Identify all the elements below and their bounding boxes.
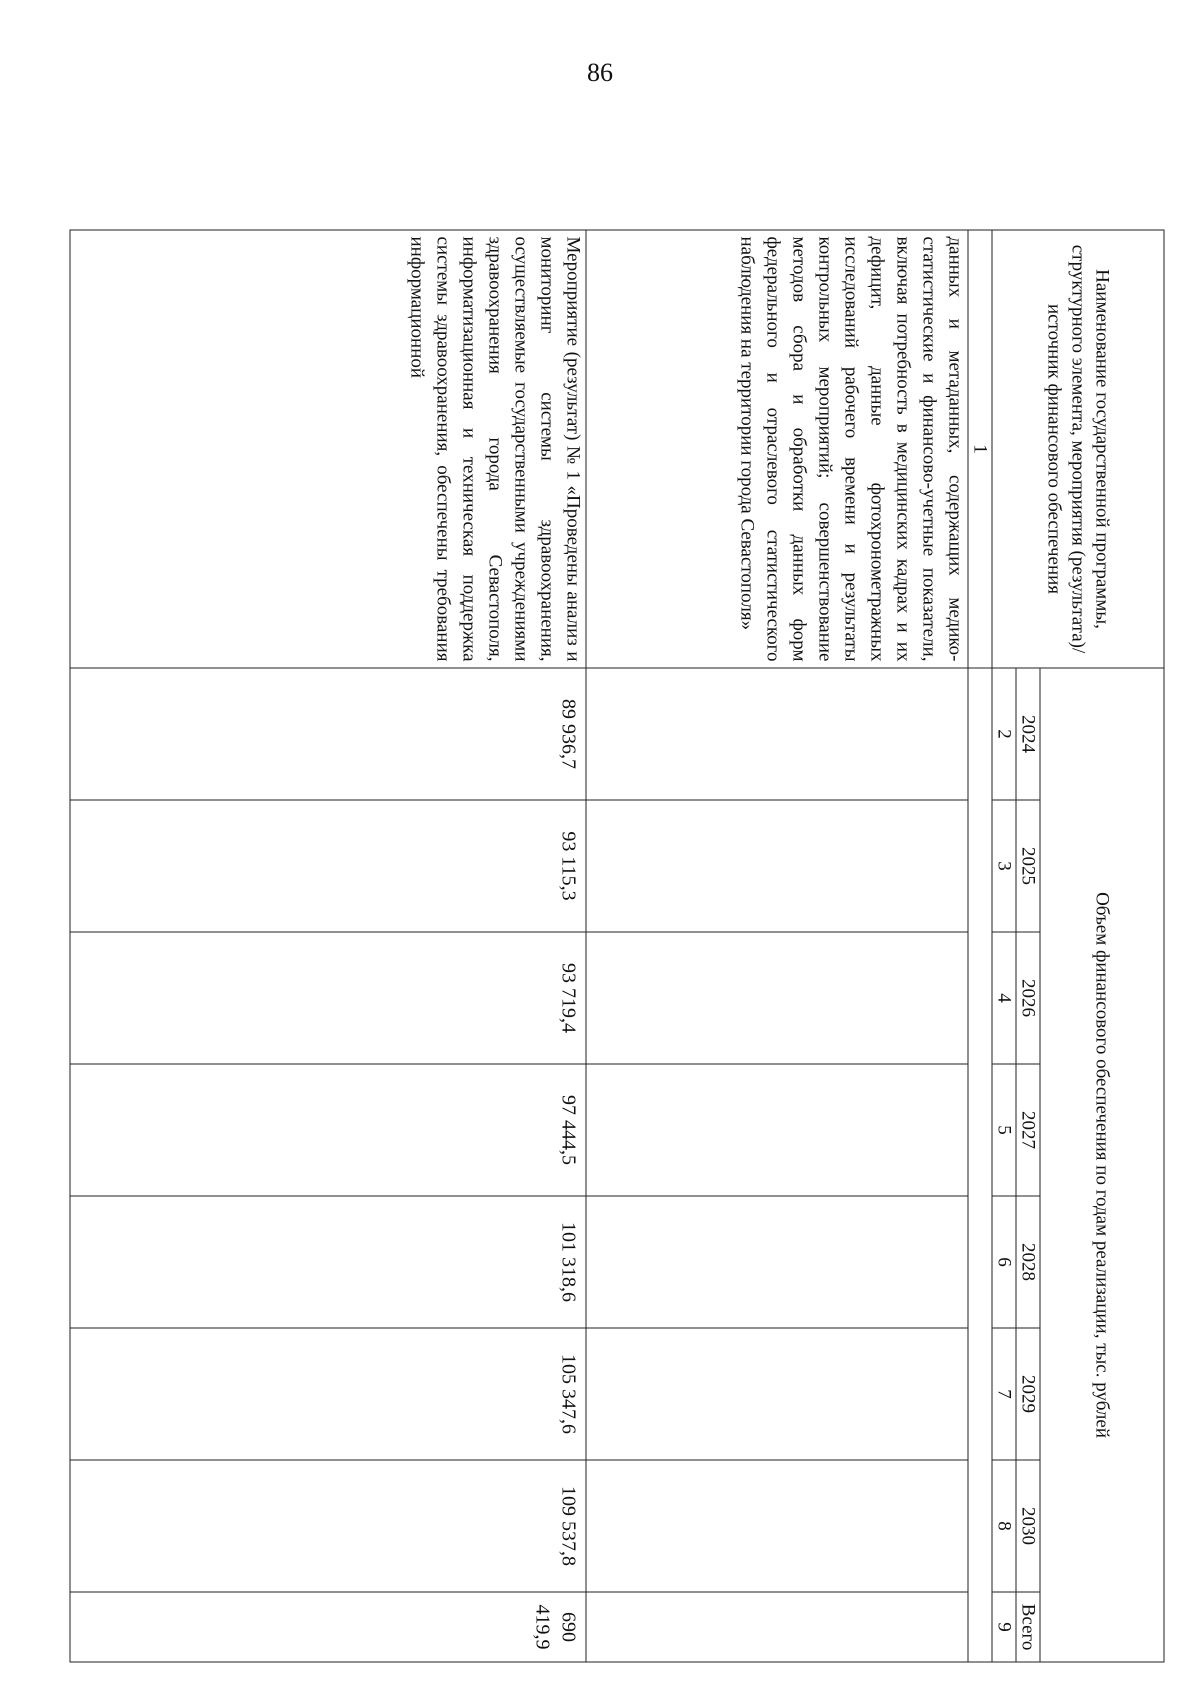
- column-number-spacer: [968, 668, 992, 1662]
- table-cell-value-2030: 109 537,8: [70, 1460, 586, 1592]
- page-number: 86: [587, 58, 613, 87]
- column-number: 5: [992, 1064, 1016, 1196]
- column-number: 2: [992, 668, 1016, 800]
- table-row-continuation-text: данных и метаданных, содержащих медико-статистические и финансово-учетные показатели, включая потребность в медицинских кадрах и их дефицит, данные фотохронометражных исследований рабочего времени и результаты контрольных мероприятий; совершенствование методов сбора и обработки данных форм федерального и отраслевого статистического наблюдения на территории города Севастополя»: [586, 230, 968, 668]
- header-year-2025: 2025: [1016, 800, 1040, 932]
- header-total: Всего: [1016, 1592, 1040, 1662]
- table-cell-value: [586, 1328, 968, 1460]
- financing-table: [70, 229, 1165, 1662]
- rotated-table-container: [70, 229, 1165, 1650]
- table-cell-value: [586, 1064, 968, 1196]
- table-cell-value: [586, 1592, 968, 1662]
- header-year-2027: 2027: [1016, 1064, 1040, 1196]
- table-cell-value: [586, 1460, 968, 1592]
- column-number: 9: [992, 1592, 1016, 1662]
- table-cell-value-2024: 89 936,7: [70, 668, 586, 800]
- table-cell-value: [586, 668, 968, 800]
- header-year-2030: 2030: [1016, 1460, 1040, 1592]
- header-program-name: Наименование государственной программы, структурного элемента, мероприятия (результата)/источник финансового обеспечения: [992, 230, 1164, 668]
- table-cell-value-2027: 97 444,5: [70, 1064, 586, 1196]
- table-cell-value-2026: 93 719,4: [70, 932, 586, 1064]
- column-number: 6: [992, 1196, 1016, 1328]
- header-financing-volume: Объем финансового обеспечения по годам реализации, тыс. рублей: [1040, 668, 1164, 1662]
- table-cell-value: [586, 1196, 968, 1328]
- table-cell-value-total: 690 419,9: [70, 1592, 586, 1662]
- column-number: 3: [992, 800, 1016, 932]
- table-cell-value: [586, 932, 968, 1064]
- table-cell-value-2025: 93 115,3: [70, 800, 586, 932]
- column-number: 4: [992, 932, 1016, 1064]
- header-year-2029: 2029: [1016, 1328, 1040, 1460]
- table-cell-value: [586, 800, 968, 932]
- header-year-2024: 2024: [1016, 668, 1040, 800]
- header-year-2026: 2026: [1016, 932, 1040, 1064]
- table-row-event-1-name: Мероприятие (результат) № 1 «Проведены анализ и мониторинг системы здравоохранения, осуществляемые государственными учреждениями здравоохранения города Севастополя, информатизационная и техническая поддержка системы здравоохранения, обеспечены требования информационной: [70, 230, 586, 668]
- table-cell-value-2029: 105 347,6: [70, 1328, 586, 1460]
- column-number: 1: [968, 230, 992, 668]
- header-year-2028: 2028: [1016, 1196, 1040, 1328]
- column-number: 7: [992, 1328, 1016, 1460]
- column-number: 8: [992, 1460, 1016, 1592]
- table-cell-value-2028: 101 318,6: [70, 1196, 586, 1328]
